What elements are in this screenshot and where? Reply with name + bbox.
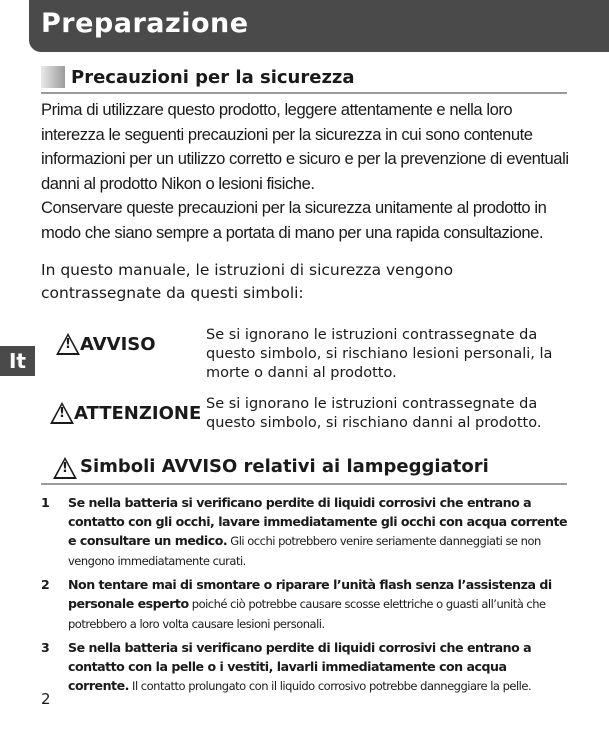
list-item [41,638,571,696]
intro-paragraph-2: Conservare queste precauzioni per la sicurezza unitamente al prodotto in modo che siano sempre a portata di mano per una rapida consultazione. [41,198,547,242]
item-text: Gli occhi potrebbero venire seriamente danneggiati se non vengono immediatamente curati. [68,534,541,568]
language-tab: It [0,346,35,376]
page-header [29,0,609,52]
item-number: 3 [41,640,50,655]
warning-triangle-icon [50,402,74,424]
page-number: 2 [41,690,51,708]
attenzione-label: ATTENZIONE [74,403,202,424]
item-bold-text: Se nella batteria si verificano perdite di liquidi corrosivi che entrano a contatto con la pelle o i vestiti, lavarli immediatamente con acqua corrente. [68,640,532,693]
heading-marker [41,66,65,88]
item-text: poiché ciò potrebbe causare scosse elettriche o guasti all’unità che potrebbero a loro volta causare lesioni personali. [68,597,546,631]
attenzione-description: Se si ignorano le istruzioni contrassegnate da questo simbolo, si rischiano danni al prodotto. [206,396,542,431]
intro-text [41,98,571,245]
warning-triangle-icon [53,457,77,479]
list-item [41,493,571,571]
avviso-label: AVVISO [80,334,156,355]
warning-section-heading [41,455,567,485]
item-number: 1 [41,495,50,510]
item-bold-text: Se nella batteria si verificano perdite di liquidi corrosivi che entrano a contatto con gli occhi, lavare immediatamente gli occhi con acqua corrente e consultare un medico. [68,495,568,548]
page-title: Preparazione [41,8,249,39]
item-bold-text: Non tentare mai di smontare o riparare l’unità flash senza l’assistenza di personale esperto [68,577,552,611]
list-item [41,575,571,634]
section-heading [41,64,567,94]
item-text: Il contatto prolungato con il liquido corrosivo potrebbe danneggiare la pelle. [128,679,532,693]
section-title: Precauzioni per la sicurezza [71,67,355,88]
warning-triangle-icon [56,333,80,355]
warning-section-title: Simboli AVVISO relativi ai lampeggiatori [80,456,489,477]
item-number: 2 [41,577,50,592]
warnings-list [41,493,571,700]
symbols-intro: In questo manuale, le istruzioni di sicurezza vengono contrassegnate da questi simboli: [41,261,454,302]
intro-paragraph-1: Prima di utilizzare questo prodotto, leggere attentamente e nella loro interezza le seguenti precauzioni per la sicurezza in cui sono contenute informazioni per un utilizzo corretto e sicuro e per la prevenzione di eventuali danni al prodotto Nikon o lesioni fisiche. [41,100,569,193]
avviso-description: Se si ignorano le istruzioni contrassegnate da questo simbolo, si rischiano lesioni personali, la morte o danni al prodotto. [206,327,553,381]
